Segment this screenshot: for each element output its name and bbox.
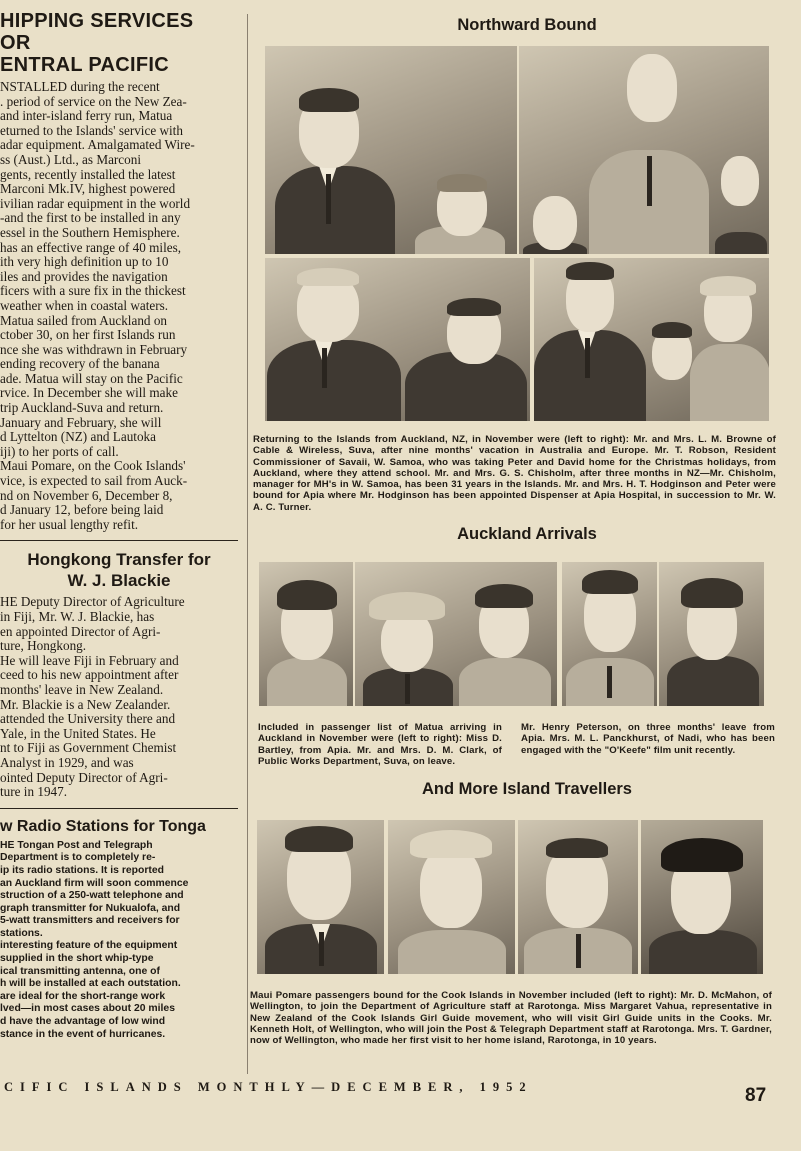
photo-hodginson (534, 258, 769, 421)
hongkong-title-line: W. J. Blackie (67, 571, 171, 591)
shipping-title-line: OR (0, 32, 31, 54)
radio-article-body: HE Tongan Post and Telegraph Department is to completely re- ip its radio stations. It is reported an Auckland firm will soon commence struction of a 250-watt telephone and graph transmitter for Nukualofa, and 5-watt transmitters and receivers for stations. interesting feature of the equipment supplied in the short whip-type ical transmitting antenna, one of h will be installed at each outstation. are ideal for the short-range work lved—in most cases about 20 miles d have the advantage of low wind stance in the event of hurricanes. (0, 839, 189, 1040)
photo-gardner (641, 820, 763, 974)
photo-clark (355, 562, 557, 706)
hongkong-title (0, 549, 238, 591)
photo-chisholm (265, 258, 530, 421)
left-column (0, 10, 238, 1041)
more-title: And More Island Travellers (422, 780, 632, 798)
section-divider (0, 808, 238, 809)
shipping-title (0, 10, 238, 76)
photo-browne (265, 46, 517, 254)
more-caption: Maui Pomare passengers bound for the Cook Islands in November included (left to right): Mr. D. McMahon, of Wellington, to join the Department of Agriculture staff at Rarotonga. Miss Margaret Vahua, representative in New Zealand of the Cook Islands Girl Guide movement, who will visit Girl Guide units in the Cooks. Mr. Kenneth Holt, of Wellington, who will join the Post & Telegraph Department staff at Rarotonga. Mrs. T. Gardner, now of Wellington, who made her first visit to her home island, Rarotonga, in 10 years. (250, 990, 772, 1047)
photo-peterson (562, 562, 657, 706)
page-number: 87 (745, 1085, 767, 1106)
shipping-article-body: NSTALLED during the recent . period of service on the New Zea- and inter-island ferry run, Matua eturned to the Islands' service with adar equipment. Amalgamated Wire- ss (Aust.) Ltd., as Marconi gents, recently installed the latest Marconi Mk.IV, highest powered ivilian radar equipment in the world -and the first to be installed in any essel in the Southern Hemisphere. has an effective range of 40 miles, ith very high definition up to 10 iles and provides the navigation ficers with a sure fix in the thickest weather when in coastal waters. Matua sailed from Auckland on ctober 30, on her first Islands run nce she was withdrawn in February ending recovery of the banana ade. Matua will stay on the Pacific rvice. In December she will make trip Auckland-Suva and return. January and February, she will d Lyttelton (NZ) and Lautoka iji) to her ports of call. Maui Pomare, on the Cook Islands' vice, is expected to sail from Auck- nd on November 6, December 8, d January 12, before being laid for her usual lengthy refit. (0, 79, 195, 532)
radio-title: w Radio Stations for Tonga (0, 817, 206, 835)
section-divider (0, 540, 238, 541)
photo-holt (518, 820, 638, 974)
auckland-caption-right: Mr. Henry Peterson, on three months' leave from Apia. Mrs. M. L. Panckhurst, of Nadi, who has been engaged with the "O'Keefe" film unit recently. (521, 722, 775, 756)
photo-robson (519, 46, 769, 254)
auckland-caption-left: Included in passenger list of Matua arriving in Auckland in November were (left to right): Miss D. Bartley, from Apia. Mr. and Mrs. D. M. Clark, of Public Works Department, Suva, on leave. (258, 722, 502, 767)
shipping-title-line: HIPPING SERVICES (0, 10, 194, 32)
photo-mcmahon (257, 820, 384, 974)
hongkong-article-body: HE Deputy Director of Agriculture in Fiji, Mr. W. J. Blackie, has en appointed Director of Agri- ture, Hongkong. He will leave Fiji in February and ceed to his new appointment after months' leave in New Zealand. Mr. Blackie is a New Zealander. attended the University there and Yale, in the United States. He nt to Fiji as Government Chemist Analyst in 1929, and was ointed Deputy Director of Agri- ture in 1947. (0, 594, 185, 800)
running-title: CIFIC ISLANDS MONTHLY—DECEMBER, 1952 (4, 1080, 533, 1094)
photo-vahua (388, 820, 515, 974)
shipping-title-line: ENTRAL PACIFIC (0, 54, 170, 76)
northward-caption: Returning to the Islands from Auckland, NZ, in November were (left to right): Mr. and Mrs. L. M. Browne of Cable & Wireless, Suva, after nine months' vacation in Australia and Europe. Mr. T. Robson, Resident Commissioner of Savaii, W. Samoa, who was taking Peter and David home for the Christmas holidays, from Auckland, where they attend school. Mr. and Mrs. G. S. Chisholm, after three months in NZ—Mr. Chisholm, manager for MH's in W. Samoa, has been 31 years in the Islands. Mr. and Mrs. H. T. Hodginson and Peter were bound for Apia where Mr. Hodginson has been appointed Dispenser at Apia Hospital, in succession to Mr. W. A. C. Turner. (253, 434, 776, 513)
photo-bartley (259, 562, 353, 706)
photo-panckhurst (659, 562, 764, 706)
auckland-title: Auckland Arrivals (457, 525, 597, 543)
northward-title: Northward Bound (457, 16, 597, 34)
hongkong-title-line: Hongkong Transfer for (27, 550, 211, 570)
column-rule (247, 14, 248, 1074)
